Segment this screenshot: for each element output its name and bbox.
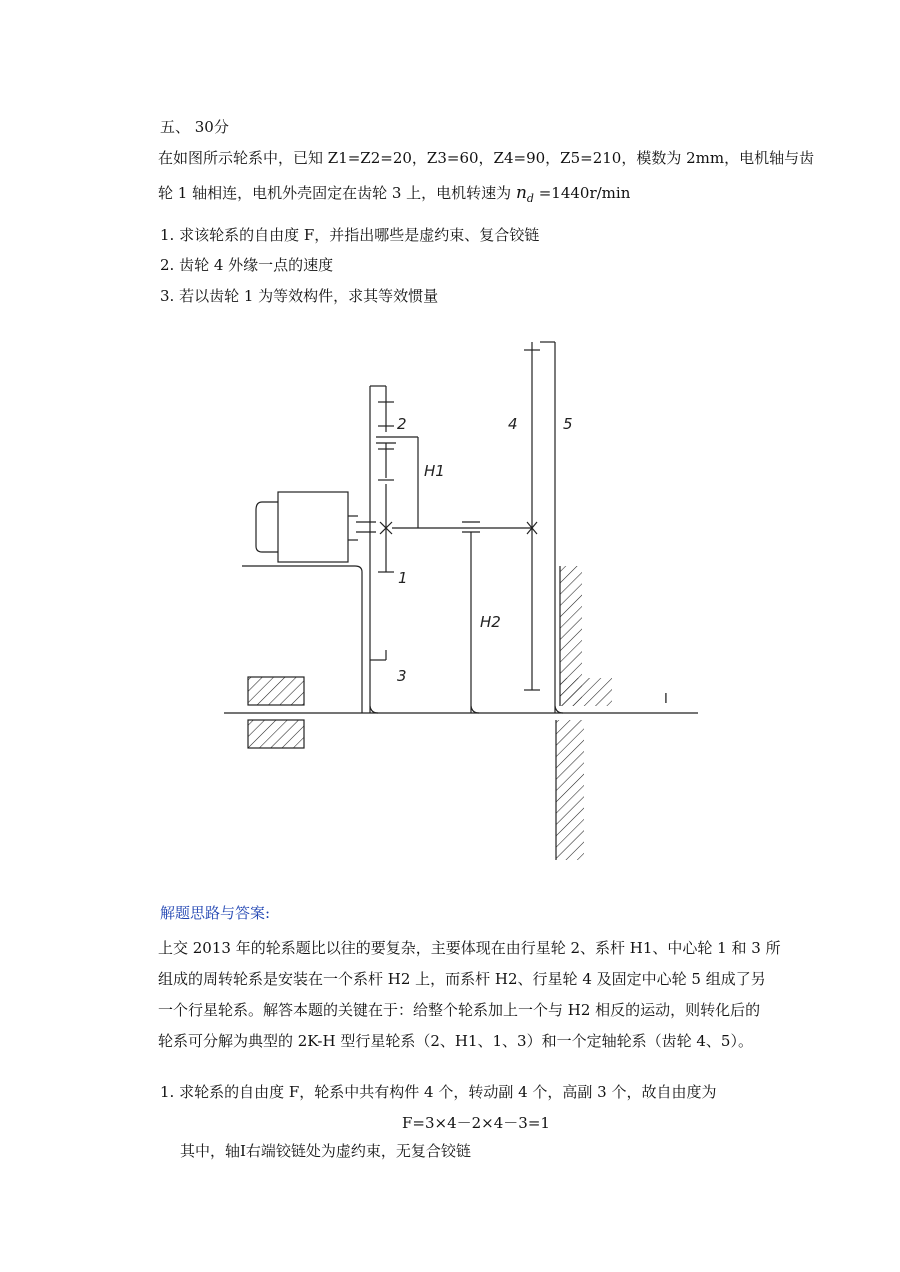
label-carrier-h2: H2: [480, 613, 501, 631]
speed-value: =1440r/min: [533, 184, 631, 202]
label-gear5: 5: [563, 415, 573, 433]
right-frame-lower: [556, 720, 584, 860]
solution-line-2: 组成的周转轮系是安装在一个系杆 H2 上，而系杆 H2、行星轮 4 及固定中心轮 5 组成了另: [158, 970, 766, 988]
label-carrier-h1: H1: [424, 462, 445, 480]
carrier-h2: [462, 522, 480, 713]
solution-line-1: 上交 2013 年的轮系题比以往的要复杂，主要体现在由行星轮 2、系杆 H1、中心轮 1 和 3 所: [158, 939, 781, 957]
speed-subscript: d: [526, 192, 534, 205]
problem-text-line1: 在如图所示轮系中，已知 Z1=Z2=20，Z3=60，Z4=90，Z5=210，模数为 2mm，电机轴与齿: [158, 149, 815, 167]
question-1: 1. 求该轮系的自由度 F，并指出哪些是虚约束、复合铰链: [160, 226, 540, 244]
solution-line-3: 一个行星轮系。解答本题的关键在于：给整个轮系加上一个与 H2 相反的运动，则转化后的: [158, 1001, 761, 1019]
gear4: [524, 342, 540, 690]
label-gear3: 3: [397, 667, 407, 685]
label-shaft: I: [664, 692, 668, 707]
label-gear2: 2: [397, 415, 407, 433]
solution-line-4: 轮系可分解为典型的 2K-H 型行星轮系（2、H1、1、3）和一个定轴轮系（齿轮 4、5）。: [158, 1032, 753, 1050]
answer1-line: 1. 求轮系的自由度 F，轮系中共有构件 4 个，转动副 4 个，高副 3 个，故自由度为: [160, 1083, 717, 1101]
left-support-upper: [248, 677, 304, 705]
label-gear1: 1: [398, 569, 408, 587]
question-2: 2. 齿轮 4 外缘一点的速度: [160, 256, 334, 274]
speed-symbol: n: [515, 183, 527, 203]
problem-heading: 五、 30分: [160, 118, 229, 136]
question-3: 3. 若以齿轮 1 为等效构件，求其等效惯量: [160, 287, 439, 305]
answer1-note: 其中，轴Ⅰ右端铰链处为虚约束，无复合铰链: [180, 1142, 471, 1160]
dof-formula: F=3×4－2×4－3=1: [402, 1114, 550, 1132]
solution-title: 解题思路与答案:: [160, 904, 271, 922]
gear1-carrier-h1: [356, 437, 532, 572]
problem-text-line2-prefix: 轮 1 轴相连，电机外壳固定在齿轮 3 上，电机转速为: [158, 184, 516, 202]
gear2: [376, 386, 418, 480]
left-support-lower: [248, 720, 304, 748]
label-gear4: 4: [508, 415, 518, 433]
